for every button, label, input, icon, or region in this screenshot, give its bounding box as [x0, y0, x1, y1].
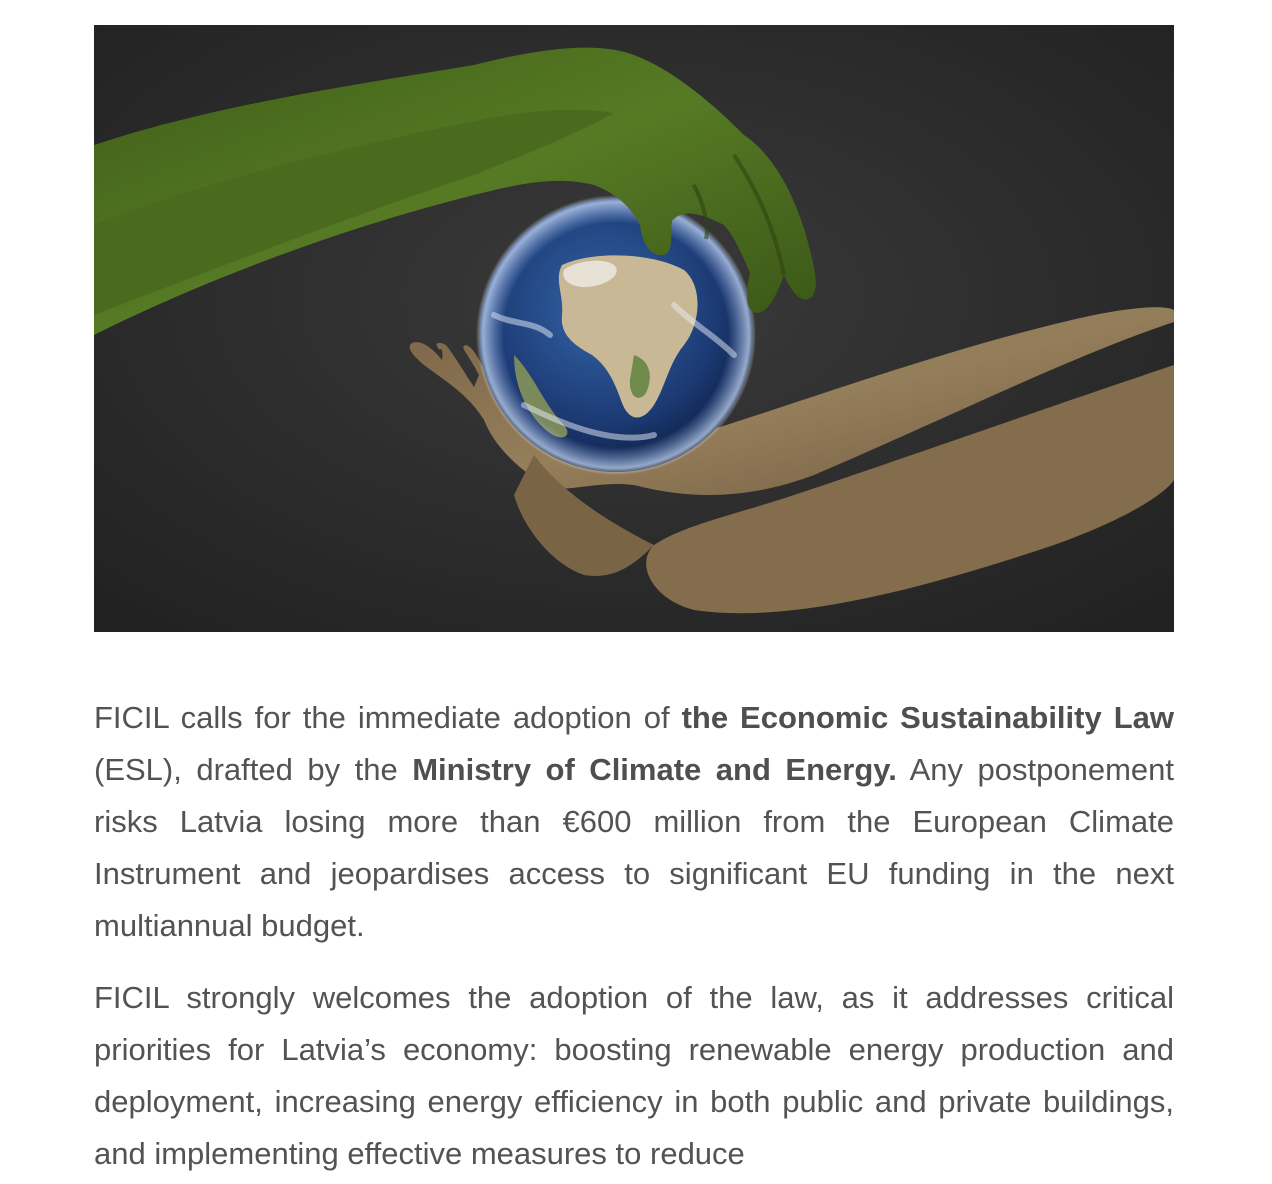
earth-hands-illustration: [94, 25, 1174, 632]
law-name: the Economic Sustainability Law: [681, 700, 1174, 735]
paragraph-2: FICIL strongly welcomes the adoption of the law, as it addresses critical priorities for Latvia’s economy: boosting renewable energy production and deployment, increasing energy efficiency in both public and private buildings, and implementing effective measures to reduce: [94, 980, 1174, 1171]
earth-globe: [476, 195, 756, 475]
paragraph-1: [94, 692, 1174, 952]
paragraph-1-text-2: (ESL), drafted by the: [94, 752, 413, 787]
paragraph-1-text-3: Any postponement risks Latvia losing more than €600 million from the European Climate Instrument and jeopardises access to significant EU funding in the next multiannual budget.: [94, 752, 1174, 943]
article-body: [94, 692, 1174, 1184]
ministry-name: Ministry of Climate and Energy.: [412, 752, 897, 787]
paragraph-1-text-1: FICIL calls for the immediate adoption of: [94, 700, 682, 735]
hero-image: [94, 25, 1174, 632]
